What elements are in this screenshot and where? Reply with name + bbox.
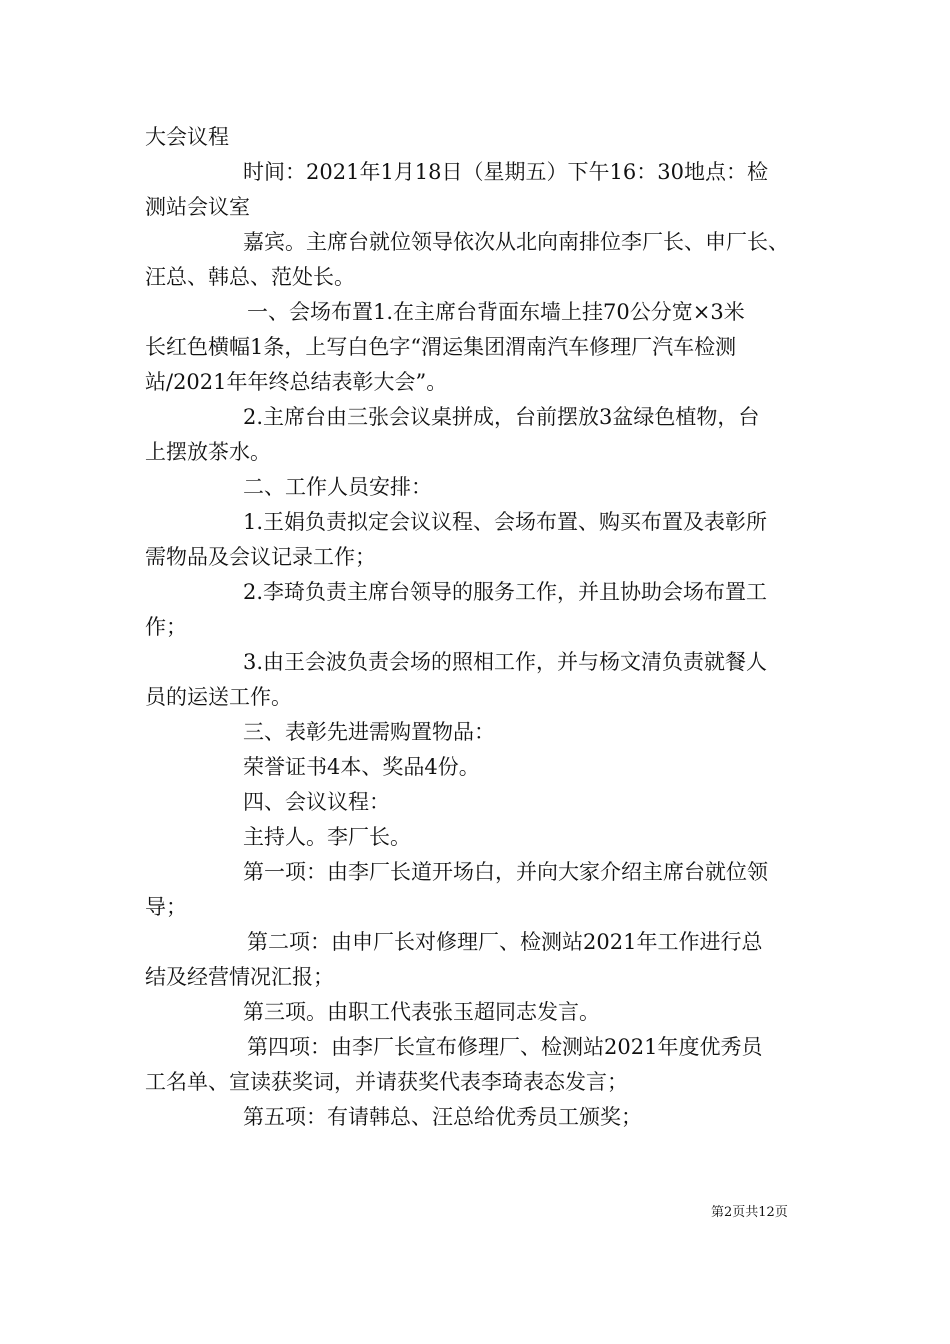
document-body (145, 120, 810, 1135)
agenda-item-2-cont: 结及经营情况汇报； (145, 965, 334, 989)
host-line: 主持人。李厂长。 (243, 825, 411, 849)
venue-setup-line-cont: 长红色横幅1条，上写白色字“渭运集团渭南汽车修理厂汽车检测 (145, 335, 737, 359)
podium-line: 2.主席台由三张会议桌拼成，台前摆放3盆绿色植物，台 (243, 405, 760, 429)
venue-setup-line: 一、会场布置1.在主席台背面东墙上挂70公分宽×3米 (247, 300, 745, 324)
guests-line-cont: 汪总、韩总、范处长。 (145, 265, 355, 289)
venue-setup-line-cont2: 站/2021年年终总结表彰大会”。 (145, 370, 448, 394)
meeting-time-line: 时间：2021年1月18日（星期五）下午16：30地点：检 (243, 160, 768, 184)
agenda-item-2: 第二项：由申厂长对修理厂、检测站2021年工作进行总 (247, 930, 763, 954)
meeting-place-line: 测站会议室 (145, 195, 250, 219)
staff-item-1: 1.王娟负责拟定会议议程、会场布置、购买布置及表彰所 (243, 510, 768, 534)
awards-items: 荣誉证书4本、奖品4份。 (243, 755, 480, 779)
agenda-item-5: 第五项：有请韩总、汪总给优秀员工颁奖； (243, 1105, 642, 1129)
awards-heading: 三、表彰先进需购置物品： (243, 720, 495, 744)
agenda-item-4: 第四项：由李厂长宣布修理厂、检测站2021年度优秀员 (247, 1035, 763, 1059)
staff-item-3: 3.由王会波负责会场的照相工作，并与杨文清负责就餐人 (243, 650, 768, 674)
agenda-item-3: 第三项。由职工代表张玉超同志发言。 (243, 1000, 600, 1024)
agenda-item-4-cont: 工名单、宣读获奖词，并请获奖代表李琦表态发言； (145, 1070, 628, 1094)
agenda-item-1-cont: 导； (145, 895, 187, 919)
staff-item-2-cont: 作； (145, 615, 187, 639)
staff-item-2: 2.李琦负责主席台领导的服务工作，并且协助会场布置工 (243, 580, 768, 604)
staff-item-1-cont: 需物品及会议记录工作； (145, 545, 376, 569)
agenda-item-1: 第一项：由李厂长道开场白，并向大家介绍主席台就位领 (243, 860, 768, 884)
agenda-heading: 四、会议议程： (243, 790, 390, 814)
staff-heading: 二、工作人员安排： (243, 475, 432, 499)
staff-item-3-cont: 员的运送工作。 (145, 685, 292, 709)
doc-title: 大会议程 (145, 125, 229, 149)
page-number: 第2页共12页 (711, 1205, 788, 1220)
podium-line-cont: 上摆放茶水。 (145, 440, 271, 464)
guests-line: 嘉宾。主席台就位领导依次从北向南排位李厂长、申厂长、 (243, 230, 789, 254)
